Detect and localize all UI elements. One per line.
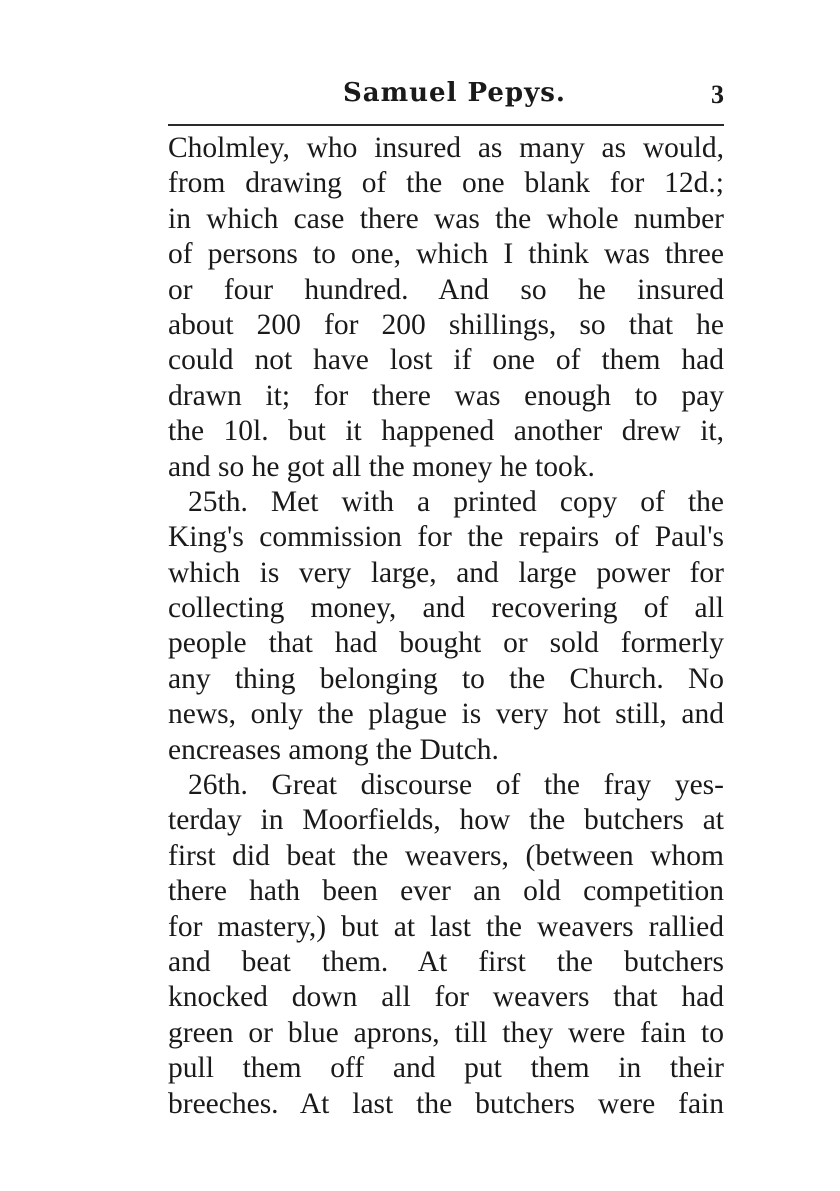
- text-line: King's commission for the repairs of Paul's: [168, 521, 724, 554]
- text-line: or four hundred. And so he insured: [168, 273, 724, 306]
- running-head: [168, 78, 724, 118]
- text-line: pull them off and put them in their: [168, 1052, 724, 1085]
- text-line: of persons to one, which I think was three: [168, 238, 724, 271]
- text-line: and so he got all the money he took.: [168, 450, 595, 483]
- paragraph-25th: [168, 485, 724, 768]
- text-line: news, only the plague is very hot still, and: [168, 698, 724, 731]
- text-line: about 200 for 200 shillings, so that he: [168, 308, 724, 341]
- text-line: there hath been ever an old competition: [168, 875, 724, 908]
- text-line: the 10l. but it happened another drew it,: [168, 415, 724, 448]
- text-line: in which case there was the whole number: [168, 202, 724, 235]
- text-line: drawn it; for there was enough to pay: [168, 379, 724, 412]
- text-line: and beat them. At first the butchers: [168, 945, 724, 978]
- body-text: [168, 131, 724, 1122]
- text-line: collecting money, and recovering of all: [168, 592, 724, 625]
- text-line: for mastery,) but at last the weavers rallied: [168, 910, 724, 943]
- text-line: 26th. Great discourse of the fray yes-: [188, 769, 724, 802]
- text-line: could not have lost if one of them had: [168, 344, 724, 377]
- text-line: people that had bought or sold formerly: [168, 627, 724, 660]
- running-title: Samuel Pepys.: [343, 78, 566, 108]
- paragraph-26th: [168, 768, 724, 1122]
- text-line: green or blue aprons, till they were fain to: [168, 1016, 724, 1049]
- text-line: breeches. At last the butchers were fain: [168, 1087, 724, 1120]
- text-line: 25th. Met with a printed copy of the: [188, 485, 724, 518]
- text-line: knocked down all for weavers that had: [168, 981, 724, 1014]
- page-number: 3: [711, 80, 724, 109]
- text-line: from drawing of the one blank for 12d.;: [168, 167, 724, 200]
- text-line: encreases among the Dutch.: [168, 733, 499, 766]
- text-line: Cholmley, who insured as many as would,: [168, 132, 724, 164]
- text-line: terday in Moorfields, how the butchers at: [168, 804, 724, 837]
- paragraph-continuation: [168, 131, 724, 485]
- text-line: any thing belonging to the Church. No: [168, 662, 724, 695]
- text-line: first did beat the weavers, (between whom: [168, 839, 724, 872]
- text-line: which is very large, and large power for: [168, 556, 724, 589]
- header-rule: [168, 124, 724, 126]
